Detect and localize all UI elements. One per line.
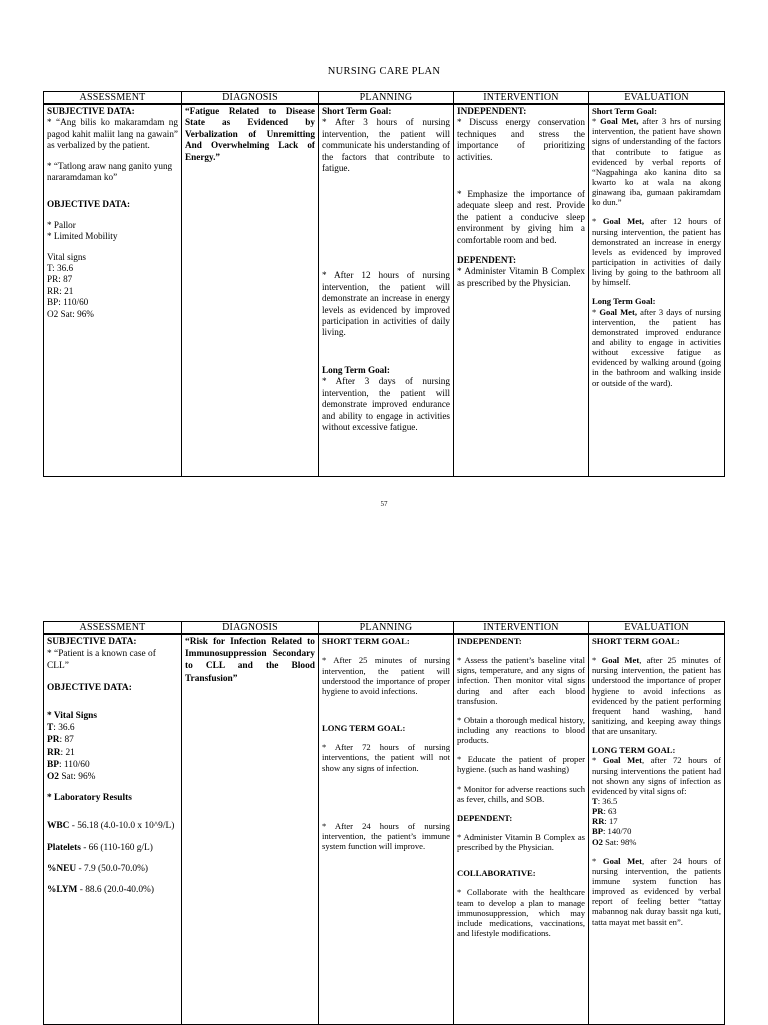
intervention-item: * Administer Vitamin B Complex as prescribed by the Physician.	[457, 266, 585, 288]
intervention-cell	[454, 634, 589, 1025]
goal-met-label: Goal Met	[601, 655, 640, 666]
header-assessment: ASSESSMENT	[44, 622, 182, 635]
objective-item: * Pallor	[47, 219, 76, 230]
short-term-goal-label: SHORT TERM GOAL:	[322, 636, 410, 646]
vital-sign: RR: 21	[47, 747, 75, 758]
lab-result: Platelets - 66 (110-160 g/L)	[47, 842, 153, 853]
header-row	[44, 92, 725, 105]
vital-sign: O2 Sat: 98%	[592, 836, 637, 847]
intervention-item: * Educate the patient of proper hygiene. (such as hand washing)	[457, 754, 585, 775]
evaluation-item: * Goal Met, after 25 minutes of nursing intervention, the patient has understood the importance of proper hygiene to avoid infections as evidenced by the patient performing frequent hand washing, hand sanitizing, and keeping away things that are unsanitary.	[592, 655, 721, 737]
vital-sign: PR: 63	[592, 806, 617, 817]
independent-label: INDEPENDENT:	[457, 106, 527, 116]
evaluation-item: * Goal Met, after 72 hours of nursing interventions the patient had not shown any signs of infection as evidenced by vital signs of:	[592, 755, 721, 796]
long-term-goal-label: LONG TERM GOAL:	[322, 722, 406, 733]
table-row	[44, 104, 725, 477]
lab-result: WBC - 56.18 (4.0-10.0 x 10^9/L)	[47, 821, 175, 832]
objective-item: * Limited Mobility	[47, 231, 118, 242]
header-evaluation: EVALUATION	[589, 92, 725, 105]
intervention-item: * Collaborate with the healthcare team to develop a plan to manage immunosuppression, which may include medications, vaccinations, and lifestyle modifications.	[457, 887, 585, 938]
header-diagnosis: DIAGNOSIS	[182, 622, 319, 635]
header-assessment: ASSESSMENT	[44, 92, 182, 105]
lab-result: %NEU - 7.9 (50.0-70.0%)	[47, 863, 149, 874]
vital-sign: T: 36.5	[592, 795, 618, 806]
long-term-goal-label: Long Term Goal:	[592, 296, 656, 307]
assessment-cell	[44, 634, 182, 1025]
intervention-item: * Monitor for adverse reactions such as fever, chills, and SOB.	[457, 783, 585, 804]
planning-cell	[319, 634, 454, 1025]
evaluation-item: * Goal Met, after 3 hrs of nursing intervention, the patient have shown signs of understanding of the factors that contribute to fatigue as evidenced by verbal reports of “Nagpahinga ako kanina dito sa kwarto ko at wala na akong ginawang iba, gumaan pakiramdam ko dun.”	[592, 116, 721, 208]
vital-sign: T: 36.6	[47, 723, 75, 734]
planning-goal: * After 25 minutes of nursing intervention, the patient will understood the importance of proper hygiene to avoid infections.	[322, 655, 450, 697]
planning-goal: * After 3 days of nursing intervention, the patient will demonstrate improved endurance and ability to engage in activities without excessive fatigue.	[322, 376, 450, 432]
intervention-item: * Obtain a thorough medical history, including any reactions to blood products.	[457, 714, 585, 746]
header-intervention: INTERVENTION	[454, 622, 589, 635]
planning-goal: * After 24 hours of nursing intervention, the patient’s immune system function will improve.	[322, 820, 450, 852]
table-row	[44, 634, 725, 1025]
planning-goal: * After 3 hours of nursing intervention, the patient will communicate his understanding of the factors that contribute to fatigue.	[322, 117, 450, 174]
intervention-item: * Administer Vitamin B Complex as prescribed by the Physician.	[457, 831, 585, 853]
evaluation-item: * Goal Met, after 3 days of nursing intervention, the patient has demonstrated improved endurance and ability to engage in activities without excessive fatigue as evidenced by walking around (going in the bathroom and walking inside or outside of the ward).	[592, 306, 721, 388]
goal-met-label: Goal Met,	[602, 216, 645, 227]
dependent-label: DEPENDENT:	[457, 255, 517, 266]
vital-sign: BP: 110/60	[47, 759, 90, 770]
subjective-label: SUBJECTIVE DATA:	[47, 637, 137, 647]
short-term-goal-label: Short Term Goal:	[322, 106, 392, 116]
vital-signs-label: * Vital Signs	[47, 710, 98, 721]
vital-sign: PR: 87	[47, 274, 73, 285]
page-number: 57	[380, 500, 388, 508]
vital-sign: RR: 21	[47, 285, 74, 296]
header-intervention: INTERVENTION	[454, 92, 589, 105]
header-planning: PLANNING	[319, 622, 454, 635]
nursing-diagnosis: “Fatigue Related to Disease State as Evidenced by Verbalization of Unremitting And Overwhelming Lack of Energy.”	[185, 106, 315, 162]
planning-goal: * After 72 hours of nursing interventions, the patient will not show any signs of infection.	[322, 741, 450, 773]
short-term-goal-label: Short Term Goal:	[592, 106, 657, 116]
diagnosis-cell	[182, 104, 319, 477]
subjective-item: * “Ang bilis ko makaramdam ng pagod kahit maliit lang na gawain” as verbalized by the patient.	[47, 117, 178, 151]
vital-sign: RR: 17	[592, 816, 618, 827]
diagnosis-cell	[182, 634, 319, 1025]
vital-sign: O2 Sat: 96%	[47, 771, 96, 782]
header-diagnosis: DIAGNOSIS	[182, 92, 319, 105]
vital-sign: BP: 140/70	[592, 826, 632, 837]
care-plan-table-fatigue	[43, 91, 725, 477]
evaluation-item: * Goal Met, after 12 hours of nursing intervention, the patient has demonstrated an increase in energy levels as evidenced by improved participation in activities of daily living by going to the bathroom all by himself.	[592, 216, 721, 288]
intervention-item: * Emphasize the importance of adequate sleep and rest. Provide the patient a conducive sleep environment by giving him a comfortable room and bed.	[457, 189, 585, 245]
long-term-goal-label: Long Term Goal:	[322, 364, 390, 375]
evaluation-cell	[589, 634, 725, 1025]
objective-label: OBJECTIVE DATA:	[47, 199, 131, 210]
objective-label: OBJECTIVE DATA:	[47, 682, 132, 693]
vital-sign: O2 Sat: 96%	[47, 308, 94, 319]
vital-signs-label: Vital signs	[47, 251, 87, 262]
goal-met-label: Goal Met,	[599, 306, 638, 317]
dependent-label: DEPENDENT:	[457, 812, 513, 823]
collaborative-label: COLLABORATIVE:	[457, 868, 536, 879]
assessment-cell	[44, 104, 182, 477]
lab-result: %LYM - 88.6 (20.0-40.0%)	[47, 885, 154, 896]
evaluation-cell	[589, 104, 725, 477]
planning-goal: * After 12 hours of nursing intervention, the patient will demonstrate an increase in energy levels as evidenced by improved participation in activities of daily living.	[322, 270, 450, 338]
short-term-goal-label: SHORT TERM GOAL:	[592, 636, 680, 646]
goal-met-label: Goal Met	[602, 855, 642, 866]
evaluation-item: * Goal Met, after 24 hours of nursing intervention, the patients immune system function has improved as evidenced by verbal report of feeling better “tattay mabannog nak duray bassit nga kuti, tatta mayat met bassit en”.	[592, 855, 721, 927]
lab-results-label: * Laboratory Results	[47, 793, 132, 804]
long-term-goal-label: LONG TERM GOAL:	[592, 745, 676, 756]
vital-sign: PR: 87	[47, 735, 74, 746]
intervention-item: * Discuss energy conservation techniques and stress the importance of prioritizing activities.	[457, 117, 585, 162]
intervention-item: * Assess the patient’s baseline vital signs, temperature, and any signs of infection. Then monitor vital signs during and after each blood transfusion.	[457, 655, 585, 706]
goal-met-label: Goal Met,	[600, 116, 639, 127]
independent-label: INDEPENDENT:	[457, 636, 522, 646]
nursing-diagnosis: “Risk for Infection Related to Immunosuppression Secondary to CLL and the Blood Transfusion”	[185, 637, 315, 684]
planning-cell	[319, 104, 454, 477]
subjective-item: * “Tatlong araw nang ganito yung nararamdaman ko”	[47, 160, 173, 183]
care-plan-table-infection	[43, 621, 725, 1025]
subjective-item: * “Patient is a known case of CLL”	[47, 649, 156, 672]
goal-met-label: Goal Met	[602, 755, 642, 766]
header-row	[44, 622, 725, 635]
header-planning: PLANNING	[319, 92, 454, 105]
subjective-label: SUBJECTIVE DATA:	[47, 106, 135, 116]
page-title: NURSING CARE PLAN	[327, 66, 441, 77]
vital-sign: T: 36.6	[47, 263, 74, 274]
header-evaluation: EVALUATION	[589, 622, 725, 635]
intervention-cell	[454, 104, 589, 477]
vital-sign: BP: 110/60	[47, 297, 89, 308]
